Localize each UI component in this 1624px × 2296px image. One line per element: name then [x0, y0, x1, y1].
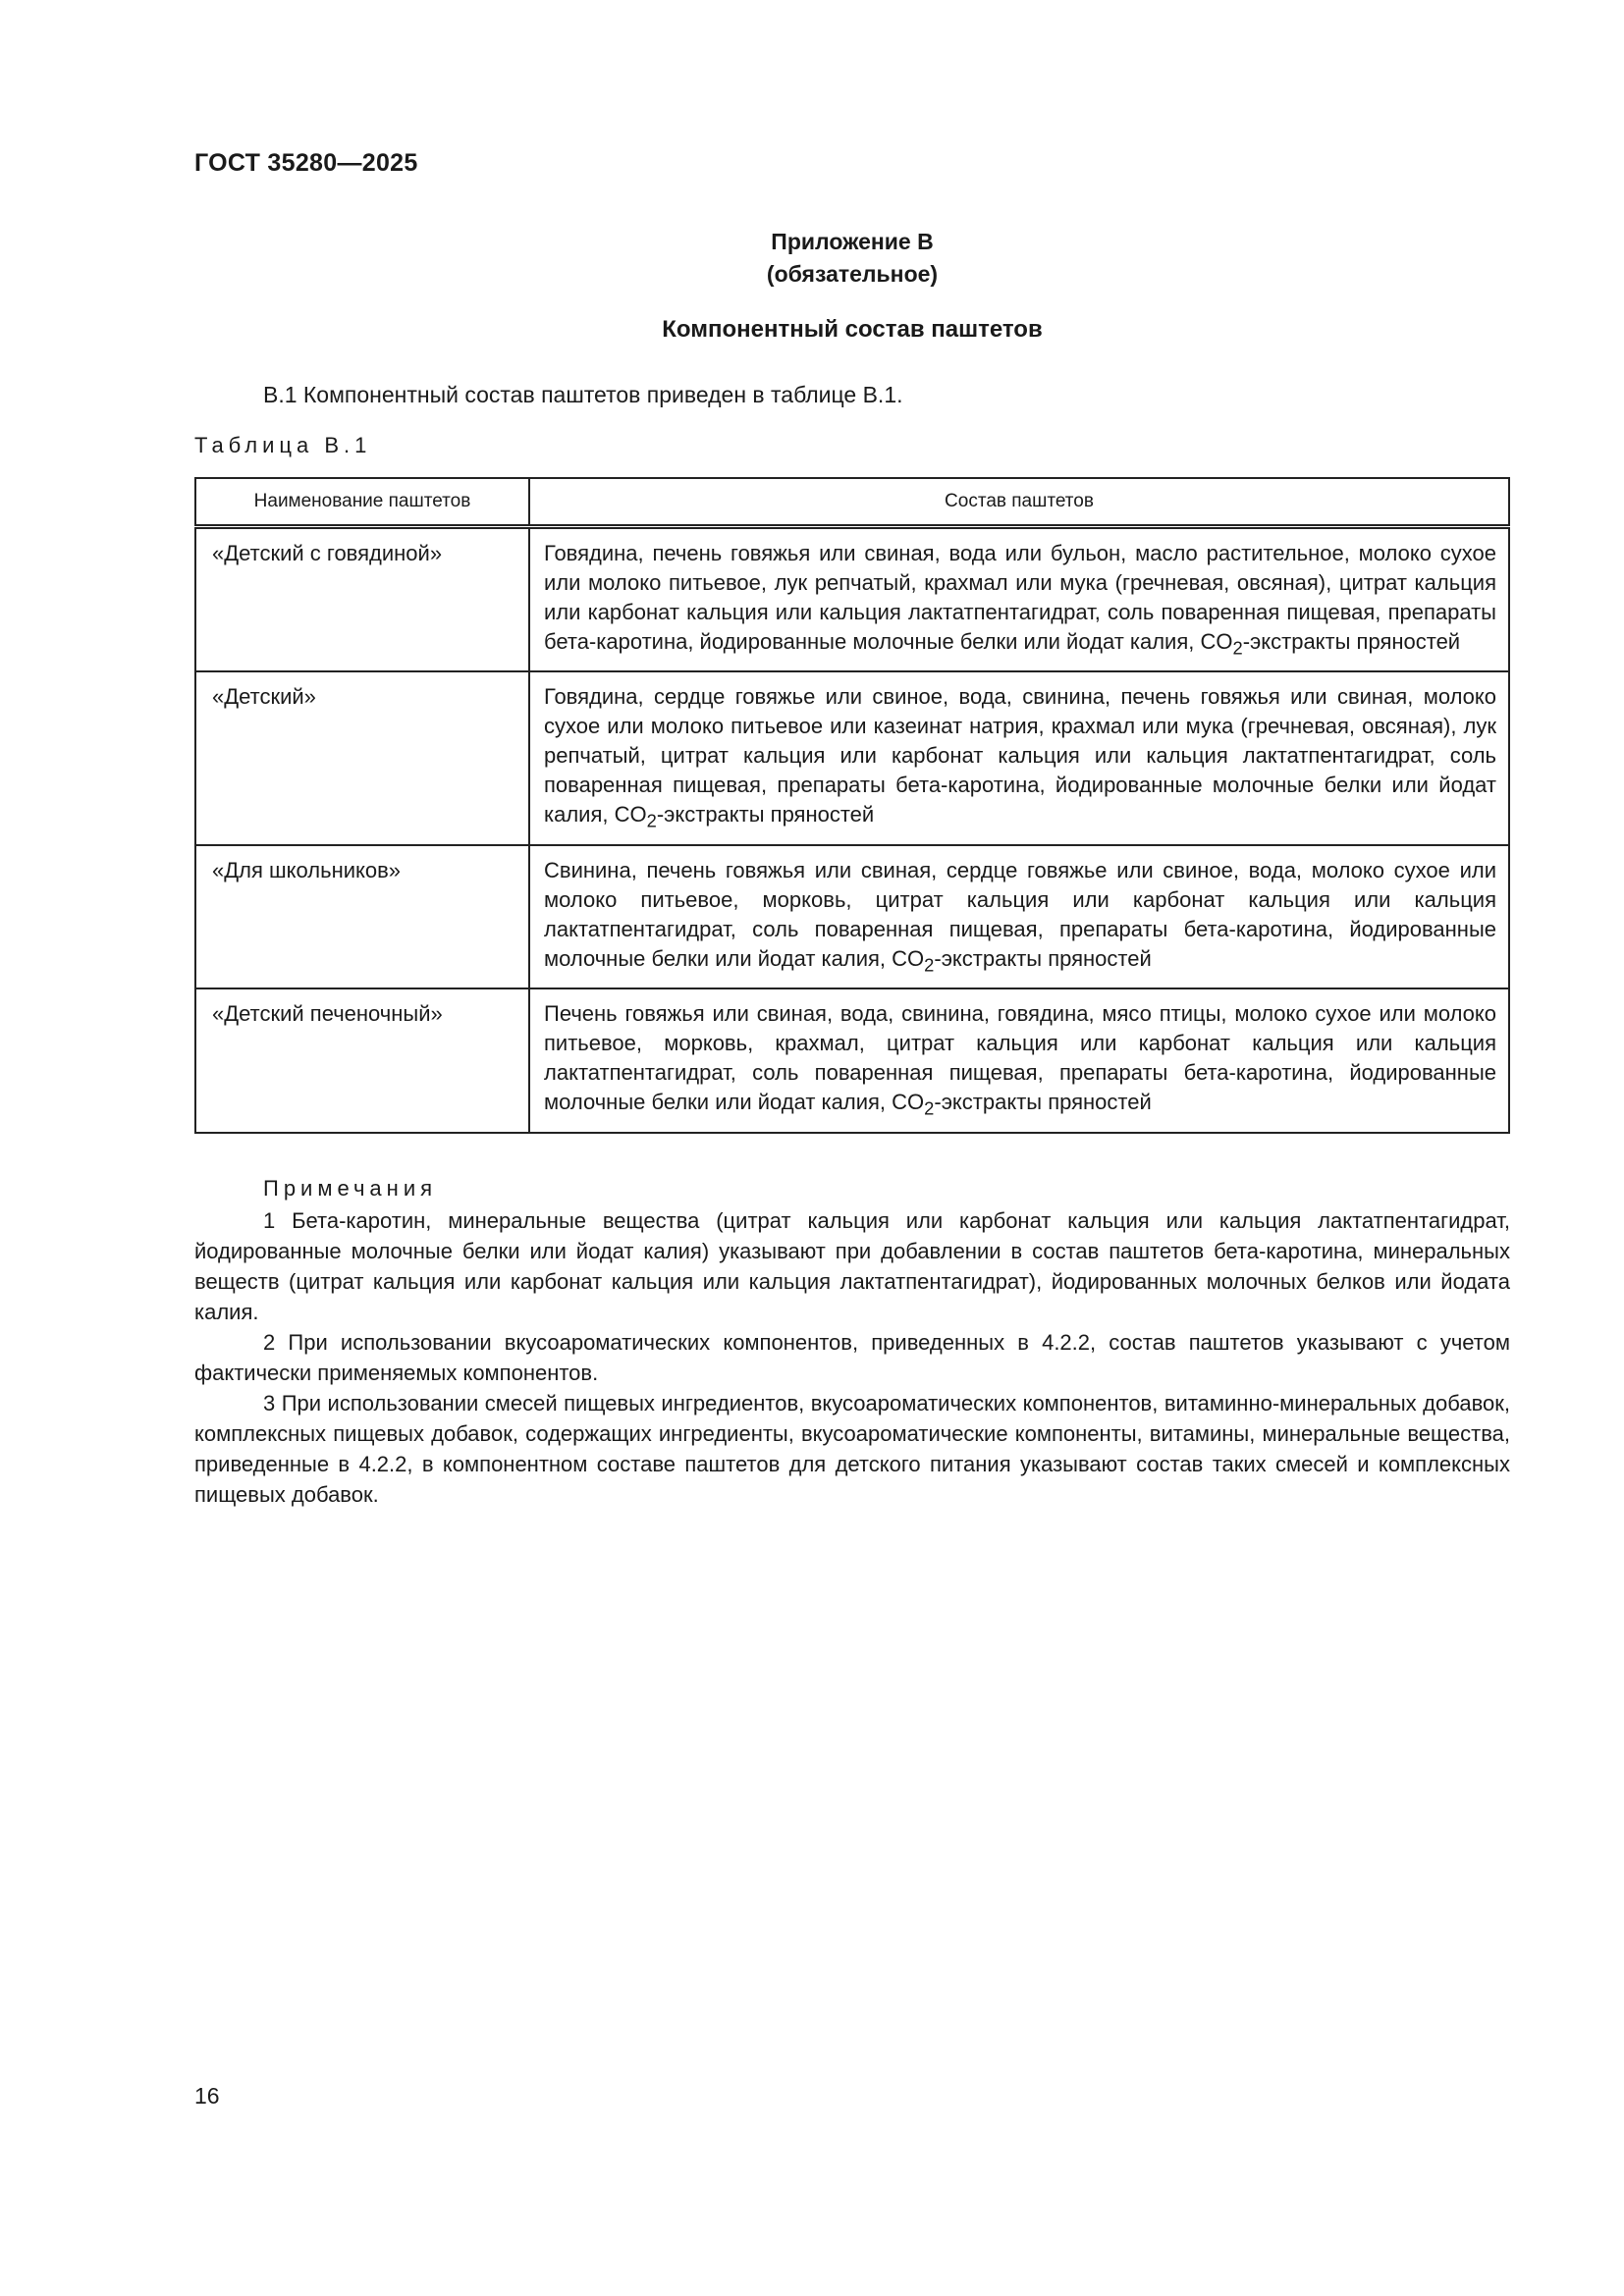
co2-formula: $CO_2$ — [1200, 629, 1243, 659]
table-label: Таблица В.1 — [194, 433, 372, 457]
composition-text: Говядина, печень говяжья или свиная, вода или бульон, масло растительное, молоко сухое или молоко питьевое, лук репчатый, крахмал или мука (гречневая, овсяная), цитрат кальция или карбонат кальция или кальция лактатпентагидрат, соль поваренная пищевая, препараты бета-каротина, йодированные молочные белки или йодат калия, — [544, 541, 1496, 654]
pate-composition — [529, 671, 1509, 844]
pate-composition — [529, 845, 1509, 988]
pate-name: «Детский печеночный» — [195, 988, 529, 1132]
notes-title: Примечания — [263, 1176, 438, 1201]
note-item: 1 Бета-каротин, минеральные вещества (цитрат кальция или карбонат кальция или кальция лактатпентагидрат, йодированные молочные белки или йодат калия) указывают при добавлении в состав паштетов бета-каротина, минеральных веществ (цитрат кальция или карбонат кальция или кальция лактатпентагидрат), йодированных молочных белков или йодата калия. — [194, 1208, 1510, 1324]
composition-text: Печень говяжья или свиная, вода, свинина, говядина, мясо птицы, молоко сухое или молоко питьевое, морковь, крахмал, цитрат кальция или карбонат кальция или кальция лактатпентагидрат, соль поваренная пищевая, препараты бета-каротина, йодированные молочные белки или йодат калия, — [544, 1001, 1496, 1115]
table-row — [195, 527, 1509, 672]
appendix-status: (обязательное) — [766, 261, 939, 287]
composition-suffix: -экстракты пряностей — [934, 945, 1152, 971]
co2-formula: $CO_2$ — [614, 802, 657, 831]
note-item: 2 При использовании вкусоароматических компонентов, приведенных в 4.2.2, состав паштетов указывают с учетом фактически применяемых компонентов. — [194, 1330, 1510, 1385]
composition-text: Свинина, печень говяжья или свиная, сердце говяжье или свиное, вода, молоко сухое или молоко питьевое, морковь, цитрат кальция или карбонат кальция или кальция лактатпентагидрат, соль поваренная пищевая, препараты бета-каротина, йодированные молочные белки или йодат калия, — [544, 857, 1496, 971]
pate-composition — [529, 988, 1509, 1132]
composition-suffix: -экстракты пряностей — [934, 1090, 1152, 1115]
appendix-title: Приложение В — [771, 229, 934, 254]
section-title: Компонентный состав паштетов — [662, 316, 1043, 343]
composition-suffix: -экстракты пряностей — [656, 802, 875, 828]
pate-name: «Детский с говядиной» — [195, 527, 529, 672]
header-composition: Состав паштетов — [529, 478, 1509, 527]
co2-formula: $CO_2$ — [892, 1090, 935, 1119]
pate-name: «Для школьников» — [195, 845, 529, 988]
composition-text: Говядина, сердце говяжье или свиное, вода, свинина, печень говяжья или свиная, молоко сухое или молоко питьевое или казеинат натрия, крахмал или мука (гречневая, овсяная), лук репчатый, цитрат кальция или карбонат кальция или кальция лактатпентагидрат, соль поваренная пищевая, препараты бета-каротина, йодированные молочные белки или йодат калия, — [544, 684, 1496, 828]
pate-composition — [529, 527, 1509, 672]
appendix-heading — [194, 226, 1510, 291]
pate-name: «Детский» — [195, 671, 529, 844]
co2-formula: $CO_2$ — [892, 945, 935, 976]
document-header: ГОСТ 35280—2025 — [194, 149, 418, 177]
composition-table — [194, 477, 1510, 1134]
header-name: Наименование паштетов — [195, 478, 529, 527]
table-header-row — [195, 478, 1509, 527]
note-item: 3 При использовании смесей пищевых ингредиентов, вкусоароматических компонентов, витаминно-минеральных добавок, комплексных пищевых добавок, содержащих ингредиенты, вкусоароматические компоненты, витамины, минеральные вещества, приведенные в 4.2.2, в компонентном составе паштетов для детского питания указывают состав таких смесей и комплексных пищевых добавок. — [194, 1391, 1510, 1507]
table-row — [195, 671, 1509, 844]
notes-section — [194, 1173, 1510, 1510]
intro-paragraph: В.1 Компонентный состав паштетов приведен в таблице В.1. — [263, 382, 903, 407]
table-row — [195, 988, 1509, 1132]
table-row — [195, 845, 1509, 988]
composition-suffix: -экстракты пряностей — [1242, 629, 1461, 654]
page-number: 16 — [194, 2083, 220, 2109]
